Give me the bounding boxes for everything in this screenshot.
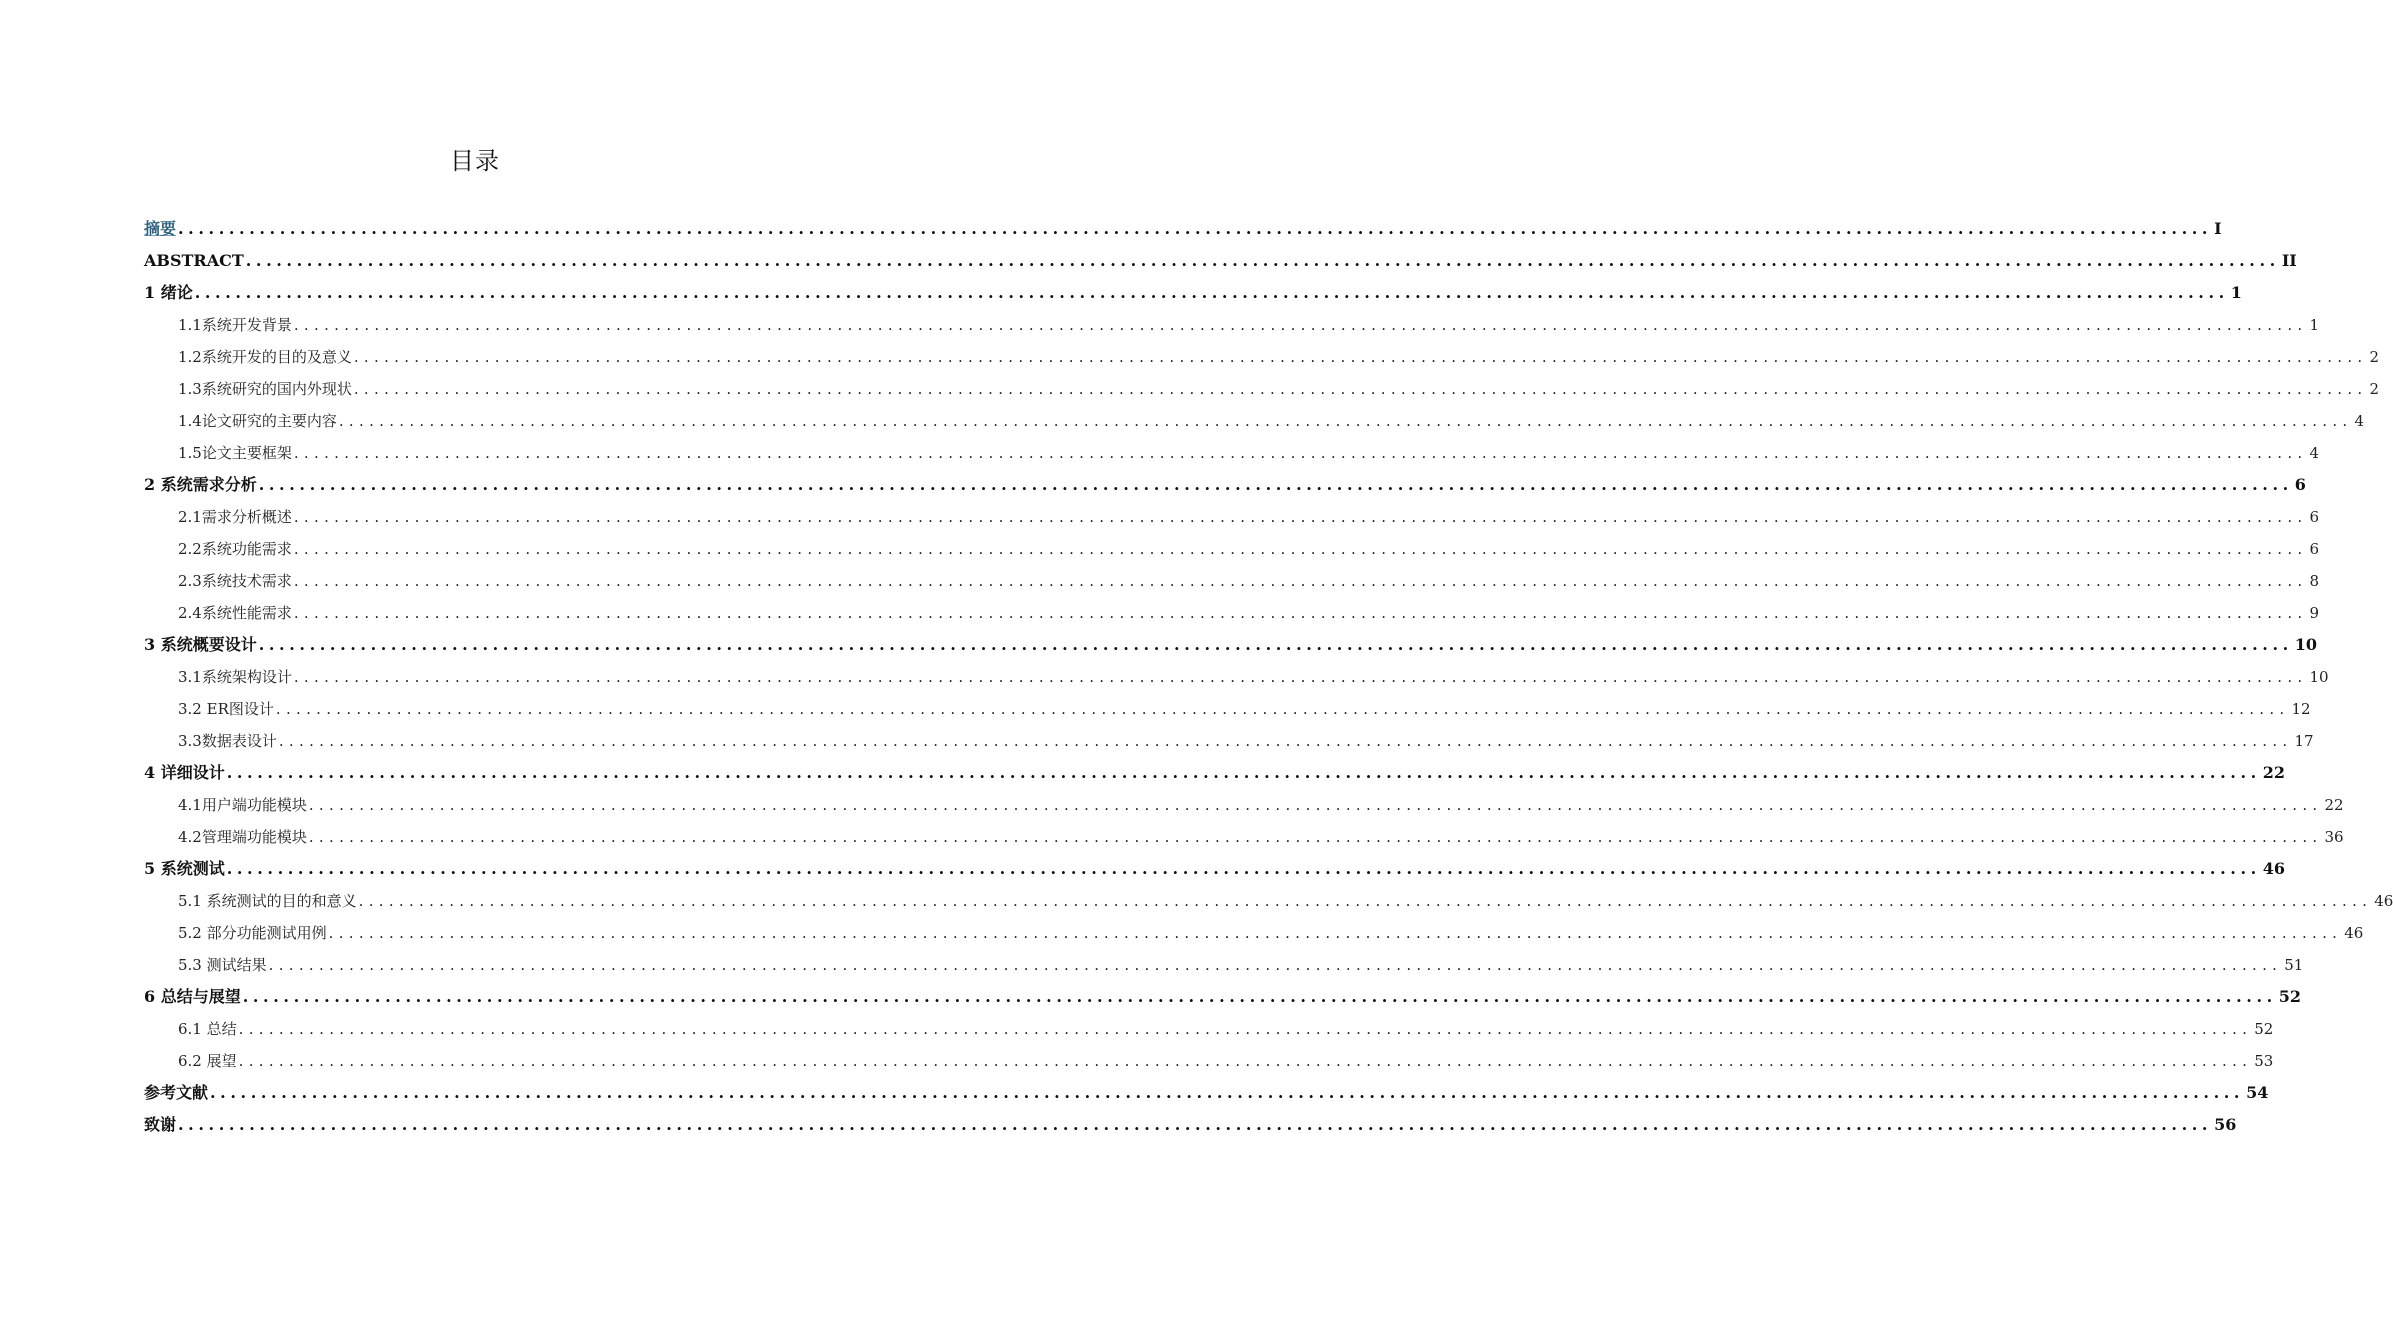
toc-entry-label[interactable]: 2.3系统技术需求 — [178, 572, 292, 590]
toc-entry-label[interactable]: 3.3数据表设计 — [178, 732, 277, 750]
toc-entry[interactable] — [144, 821, 2344, 853]
toc-leader-dots: ........................................................................................................................................................................................................ — [338, 412, 2353, 430]
toc-entry-label[interactable]: 3 系统概要设计 — [144, 635, 257, 654]
toc-leader-dots: ........................................................................................................................................................................................................ — [293, 316, 2308, 334]
toc-leader-dots: ........................................................................................................................................................................................................ — [353, 380, 2368, 398]
toc-entry-page-number: 1 — [2309, 316, 2320, 334]
toc-leader-dots: ........................................................................................................................................................................................................ — [245, 251, 2280, 270]
toc-leader-dots: ........................................................................................................................................................................................................ — [293, 604, 2308, 622]
toc-entry[interactable] — [144, 949, 2304, 981]
toc-leader-dots: ........................................................................................................................................................................................................ — [226, 859, 2261, 878]
toc-entry-page-number: 52 — [2278, 987, 2302, 1006]
toc-entry-label[interactable]: 5.3 测试结果 — [178, 956, 267, 974]
toc-entry[interactable] — [144, 981, 2302, 1013]
toc-entry-label[interactable]: 2 系统需求分析 — [144, 475, 257, 494]
toc-entry[interactable] — [144, 501, 2320, 533]
toc-entry-page-number: 46 — [2344, 924, 2364, 942]
toc-entry[interactable] — [144, 405, 2365, 437]
toc-entry-page-number: 22 — [2262, 763, 2286, 782]
toc-entry[interactable] — [144, 373, 2380, 405]
toc-entry-label[interactable]: 4.2管理端功能模块 — [178, 828, 307, 846]
toc-entry-label[interactable]: 6.1 总结 — [178, 1020, 237, 1038]
toc-link-abstract[interactable]: 摘要 — [144, 219, 177, 238]
toc-entry-page-number: 8 — [2309, 572, 2320, 590]
toc-entry[interactable] — [144, 693, 2311, 725]
toc-entry[interactable] — [144, 341, 2380, 373]
toc-leader-dots: ........................................................................................................................................................................................................ — [353, 348, 2368, 366]
toc-leader-dots: ........................................................................................................................................................................................................ — [258, 635, 2293, 654]
toc-entry-page-number: 46 — [2262, 859, 2286, 878]
toc-entry[interactable] — [144, 213, 2222, 245]
toc-entry-label[interactable]: 5.1 系统测试的目的和意义 — [178, 892, 357, 910]
toc-entry[interactable] — [144, 597, 2320, 629]
toc-entry-label[interactable]: 4.1用户端功能模块 — [178, 796, 307, 814]
toc-leader-dots: ........................................................................................................................................................................................................ — [268, 956, 2283, 974]
toc-entry-page-number: 56 — [2214, 1115, 2237, 1134]
table-of-contents — [144, 213, 2393, 1141]
toc-entry-page-number: 10 — [2309, 668, 2329, 686]
toc-leader-dots: ........................................................................................................................................................................................................ — [242, 987, 2277, 1006]
page-title: 目录 — [450, 147, 500, 175]
toc-entry-page-number: 6 — [2294, 475, 2306, 494]
toc-entry-page-number: 53 — [2254, 1052, 2274, 1070]
toc-entry-label[interactable]: 致谢 — [144, 1115, 177, 1134]
toc-entry-page-number: I — [2214, 219, 2222, 238]
toc-entry-label[interactable]: 2.4系统性能需求 — [178, 604, 292, 622]
toc-entry[interactable] — [144, 437, 2320, 469]
toc-leader-dots: ........................................................................................................................................................................................................ — [293, 540, 2308, 558]
toc-entry-page-number: 51 — [2284, 956, 2304, 974]
toc-entry-page-number: 36 — [2324, 828, 2344, 846]
toc-entry[interactable] — [144, 533, 2320, 565]
toc-entry-label[interactable]: 6.2 展望 — [178, 1052, 237, 1070]
toc-leader-dots: ........................................................................................................................................................................................................ — [226, 763, 2261, 782]
toc-entry-label[interactable]: 6 总结与展望 — [144, 987, 241, 1006]
toc-entry-label[interactable]: 4 详细设计 — [144, 763, 225, 782]
toc-leader-dots: ........................................................................................................................................................................................................ — [178, 219, 2213, 238]
toc-entry-label[interactable]: 1.3系统研究的国内外现状 — [178, 380, 352, 398]
toc-leader-dots: ........................................................................................................................................................................................................ — [275, 700, 2290, 718]
toc-entry[interactable] — [144, 853, 2286, 885]
toc-leader-dots: ........................................................................................................................................................................................................ — [278, 732, 2293, 750]
toc-entry-page-number: 6 — [2309, 540, 2320, 558]
toc-entry-page-number: 52 — [2254, 1020, 2274, 1038]
toc-entry-page-number: 6 — [2309, 508, 2320, 526]
toc-entry-page-number: 12 — [2291, 700, 2311, 718]
toc-entry-label[interactable]: 参考文献 — [144, 1083, 209, 1102]
toc-entry-page-number: 9 — [2309, 604, 2320, 622]
toc-entry-label[interactable]: 5.2 部分功能测试用例 — [178, 924, 327, 942]
toc-entry[interactable] — [144, 277, 2242, 309]
toc-leader-dots: ........................................................................................................................................................................................................ — [308, 828, 2323, 846]
toc-entry-label[interactable]: 3.2 ER图设计 — [178, 700, 274, 718]
toc-entry-label[interactable]: 1.1系统开发背景 — [178, 316, 292, 334]
toc-leader-dots: ........................................................................................................................................................................................................ — [358, 892, 2373, 910]
toc-leader-dots: ........................................................................................................................................................................................................ — [194, 283, 2229, 302]
toc-entry-page-number: 22 — [2324, 796, 2344, 814]
toc-entry-page-number: 17 — [2294, 732, 2314, 750]
toc-leader-dots: ........................................................................................................................................................................................................ — [210, 1083, 2245, 1102]
toc-entry[interactable] — [144, 789, 2344, 821]
toc-entry-page-number: II — [2281, 251, 2297, 270]
toc-leader-dots: ........................................................................................................................................................................................................ — [238, 1020, 2253, 1038]
toc-entry[interactable] — [144, 725, 2314, 757]
toc-entry[interactable] — [144, 1077, 2269, 1109]
toc-entry-page-number: 2 — [2369, 348, 2380, 366]
toc-entry-page-number: 1 — [2230, 283, 2242, 302]
toc-leader-dots: ........................................................................................................................................................................................................ — [258, 475, 2293, 494]
toc-leader-dots: ........................................................................................................................................................................................................ — [328, 924, 2343, 942]
toc-leader-dots: ........................................................................................................................................................................................................ — [293, 508, 2308, 526]
toc-leader-dots: ........................................................................................................................................................................................................ — [293, 668, 2308, 686]
toc-entry-label[interactable]: 3.1系统架构设计 — [178, 668, 292, 686]
toc-entry[interactable] — [144, 917, 2364, 949]
toc-entry-page-number: 10 — [2294, 635, 2318, 654]
toc-leader-dots: ........................................................................................................................................................................................................ — [308, 796, 2323, 814]
toc-entry[interactable] — [144, 1013, 2274, 1045]
toc-leader-dots: ........................................................................................................................................................................................................ — [238, 1052, 2253, 1070]
toc-entry[interactable] — [144, 885, 2393, 917]
toc-entry[interactable] — [144, 629, 2318, 661]
toc-entry[interactable] — [144, 1045, 2274, 1077]
toc-entry[interactable] — [144, 245, 2297, 277]
toc-entry-label[interactable]: 1.5论文主要框架 — [178, 444, 292, 462]
toc-entry-page-number: 4 — [2309, 444, 2320, 462]
toc-leader-dots: ........................................................................................................................................................................................................ — [293, 572, 2308, 590]
toc-entry-page-number: 54 — [2246, 1083, 2269, 1102]
toc-entry[interactable] — [144, 469, 2306, 501]
toc-entry-label[interactable]: 2.1需求分析概述 — [178, 508, 292, 526]
toc-entry-label[interactable]: 5 系统测试 — [144, 859, 225, 878]
toc-entry-label[interactable]: 2.2系统功能需求 — [178, 540, 292, 558]
toc-leader-dots: ........................................................................................................................................................................................................ — [293, 444, 2308, 462]
toc-entry-page-number: 46 — [2374, 892, 2393, 910]
toc-entry-label[interactable]: ABSTRACT — [144, 251, 244, 270]
toc-entry-label[interactable]: 1.4论文研究的主要内容 — [178, 412, 337, 430]
toc-entry[interactable] — [144, 565, 2320, 597]
toc-leader-dots: ........................................................................................................................................................................................................ — [178, 1115, 2213, 1134]
toc-entry-page-number: 4 — [2354, 412, 2365, 430]
toc-entry-page-number: 2 — [2369, 380, 2380, 398]
toc-entry[interactable] — [144, 309, 2320, 341]
toc-entry-label[interactable]: 1.2系统开发的目的及意义 — [178, 348, 352, 366]
toc-entry[interactable] — [144, 1109, 2237, 1141]
toc-entry[interactable] — [144, 661, 2329, 693]
toc-entry[interactable] — [144, 757, 2286, 789]
toc-entry-label[interactable]: 1 绪论 — [144, 283, 193, 302]
